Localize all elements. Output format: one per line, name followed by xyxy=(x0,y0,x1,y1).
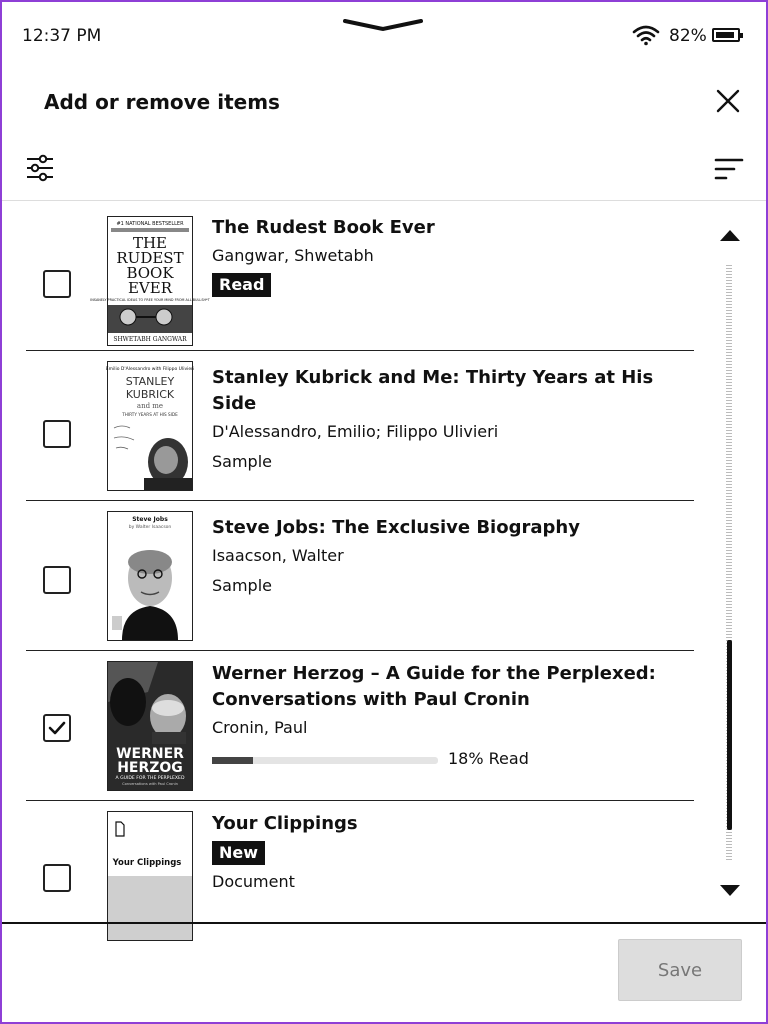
book-cover-art xyxy=(108,512,192,640)
item-list xyxy=(26,201,694,922)
item-info xyxy=(212,515,682,599)
cover-tagline: Conversations with Paul Cronin xyxy=(122,782,178,786)
item-author: Gangwar, Shwetabh xyxy=(212,246,374,265)
book-cover xyxy=(107,361,193,491)
cover-title-line: KUBRICK xyxy=(125,388,175,401)
book-cover xyxy=(90,216,210,346)
close-icon[interactable] xyxy=(714,87,742,115)
item-title: Stanley Kubrick and Me: Thirty Years at His Side xyxy=(212,367,654,414)
item-info xyxy=(212,215,682,297)
book-cover-art xyxy=(90,217,210,345)
item-status: Sample xyxy=(212,576,272,595)
item-title: Werner Herzog – A Guide for the Perplexed: Conversations with Paul Cronin xyxy=(212,663,656,710)
sort-icon[interactable] xyxy=(714,156,744,182)
item-status: Document xyxy=(212,872,295,891)
status-badge: Read xyxy=(212,273,271,297)
cover-title: Steve Jobs xyxy=(132,516,168,523)
item-checkbox[interactable] xyxy=(43,270,71,298)
item-author: Isaacson, Walter xyxy=(212,546,344,565)
cover-author: SHWETABH GANGWAR xyxy=(113,336,187,343)
page-title: Add or remove items xyxy=(44,90,280,114)
wifi-icon xyxy=(632,24,660,46)
cover-title-line: RUDEST xyxy=(116,249,184,267)
book-cover xyxy=(107,511,193,641)
cover-tagline: THIRTY YEARS AT HIS SIDE xyxy=(122,412,178,417)
save-button[interactable]: Save xyxy=(618,939,742,1001)
cover-title-line: HERZOG xyxy=(117,760,183,776)
battery-icon xyxy=(712,28,740,42)
book-cover-art xyxy=(105,362,195,490)
book-cover xyxy=(107,661,193,791)
scroll-down-arrow-icon[interactable] xyxy=(718,884,742,898)
item-info xyxy=(212,811,682,895)
footer-divider xyxy=(2,922,766,924)
item-info xyxy=(212,365,682,475)
progress-fill xyxy=(212,757,253,764)
item-title: Steve Jobs: The Exclusive Biography xyxy=(212,517,580,538)
list-item[interactable] xyxy=(26,501,694,651)
cover-title-line: EVER xyxy=(127,279,173,297)
status-bar xyxy=(2,2,766,64)
item-info xyxy=(212,661,682,771)
cover-title-line: WERNER xyxy=(116,746,184,762)
item-author: D'Alessandro, Emilio; Filippo Ulivieri xyxy=(212,422,499,441)
list-item[interactable] xyxy=(26,201,694,351)
cover-author: by Walter Isaacson xyxy=(128,525,172,530)
book-cover-art xyxy=(108,812,192,940)
scroll-up-arrow-icon[interactable] xyxy=(718,228,742,242)
scrollbar-thumb[interactable] xyxy=(727,640,732,830)
cover-title-line: BOOK xyxy=(126,264,174,282)
filter-icon[interactable] xyxy=(24,152,56,184)
item-status: Sample xyxy=(212,452,272,471)
list-item[interactable] xyxy=(26,351,694,501)
status-badge: New xyxy=(212,841,265,865)
progress-bar xyxy=(212,757,438,764)
pull-down-handle-icon[interactable] xyxy=(342,17,424,33)
item-checkbox[interactable] xyxy=(43,864,71,892)
book-cover-art xyxy=(108,662,192,790)
checkmark-icon xyxy=(47,718,67,738)
progress-label: 18% Read xyxy=(448,749,529,768)
cover-title-line: STANLEY xyxy=(125,375,175,388)
item-title: Your Clippings xyxy=(212,813,358,834)
cover-top-text: Emilio D'Alessandro with Filippo Ulivieri xyxy=(105,367,195,372)
list-item[interactable] xyxy=(26,801,694,951)
item-checkbox[interactable] xyxy=(43,420,71,448)
cover-tagline: INSANELY PRACTICAL IDEAS TO FREE YOUR MIND FROM ALL BULLSH*T xyxy=(90,298,210,302)
reading-progress xyxy=(212,749,682,771)
cover-title-line: THE xyxy=(132,234,168,252)
cover-sub: A GUIDE FOR THE PERPLEXED xyxy=(115,776,185,781)
cover-top-text: #1 NATIONAL BESTSELLER xyxy=(116,221,184,227)
item-checkbox[interactable] xyxy=(43,714,71,742)
list-item[interactable] xyxy=(26,651,694,801)
item-checkbox[interactable] xyxy=(43,566,71,594)
battery-percentage: 82% xyxy=(669,26,707,46)
status-time: 12:37 PM xyxy=(22,26,102,46)
item-author: Cronin, Paul xyxy=(212,718,308,737)
cover-title: Your Clippings xyxy=(112,858,182,868)
document-icon xyxy=(116,822,124,836)
item-title: The Rudest Book Ever xyxy=(212,217,435,238)
cover-sub: and me xyxy=(136,402,164,410)
